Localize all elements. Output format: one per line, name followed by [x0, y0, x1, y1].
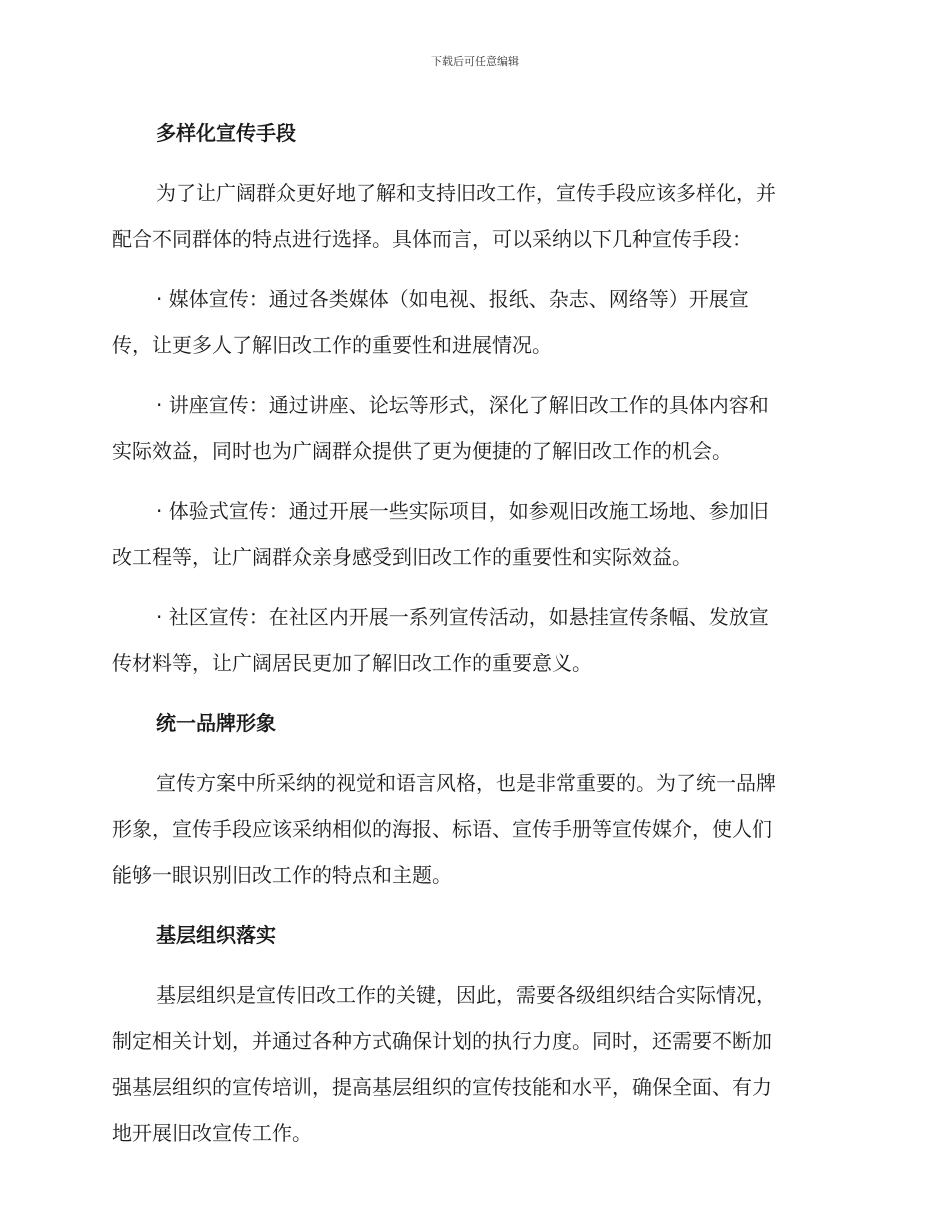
paragraph — [112, 170, 830, 262]
paragraph-line: 地开展旧改宣传工作。 — [112, 1121, 312, 1145]
paragraph-line: 实际效益，同时也为广阔群众提供了更为便捷的了解旧改工作的机会。 — [112, 439, 732, 463]
paragraph-line: 改工程等，让广阔群众亲身感受到旧改工作的重要性和实际效益。 — [112, 545, 692, 569]
section-heading: 统一品牌形象 — [156, 711, 276, 735]
bullet-paragraph — [112, 594, 830, 686]
paragraph-line: 形象，宣传手段应该采纳相似的海报、标语、宣传手册等宣传媒介，使人们 — [112, 817, 772, 841]
paragraph — [112, 760, 830, 898]
paragraph-line: 制定相关计划，并通过各种方式确保计划的执行力度。同时，还需要不断加 — [112, 1029, 772, 1053]
paragraph-line: · 讲座宣传：通过讲座、论坛等形式，深化了解旧改工作的具体内容和 — [156, 393, 769, 417]
paragraph-line: 基层组织是宣传旧改工作的关键，因此，需要各级组织结合实际情况， — [156, 983, 776, 1007]
paragraph-line: 配合不同群体的特点进行选择。具体而言，可以采纳以下几种宣传手段： — [112, 227, 752, 251]
paragraph-line: 宣传方案中所采纳的视觉和语言风格，也是非常重要的。为了统一品牌 — [156, 771, 776, 795]
section-heading: 多样化宣传手段 — [156, 121, 296, 145]
bullet-paragraph — [112, 276, 830, 368]
paragraph-line: · 体验式宣传：通过开展一些实际项目，如参观旧改施工场地、参加旧 — [156, 499, 769, 523]
paragraph-line: 为了让广阔群众更好地了解和支持旧改工作，宣传手段应该多样化，并 — [156, 181, 776, 205]
paragraph-line: · 社区宣传：在社区内开展一系列宣传活动，如悬挂宣传条幅、发放宣 — [156, 605, 769, 629]
paragraph-line: · 媒体宣传：通过各类媒体（如电视、报纸、杂志、网络等）开展宣 — [156, 287, 749, 311]
page-header: 下载后可任意编辑 — [431, 55, 519, 68]
paragraph-line: 能够一眼识别旧改工作的特点和主题。 — [112, 863, 452, 887]
bullet-paragraph — [112, 382, 830, 474]
paragraph-line: 传，让更多人了解旧改工作的重要性和进展情况。 — [112, 333, 552, 357]
section-heading: 基层组织落实 — [156, 923, 276, 947]
paragraph-line: 传材料等，让广阔居民更加了解旧改工作的重要意义。 — [112, 651, 592, 675]
bullet-paragraph — [112, 488, 830, 580]
paragraph-line: 强基层组织的宣传培训，提高基层组织的宣传技能和水平，确保全面、有力 — [112, 1075, 772, 1099]
document-body — [112, 110, 830, 1170]
paragraph — [112, 972, 830, 1156]
